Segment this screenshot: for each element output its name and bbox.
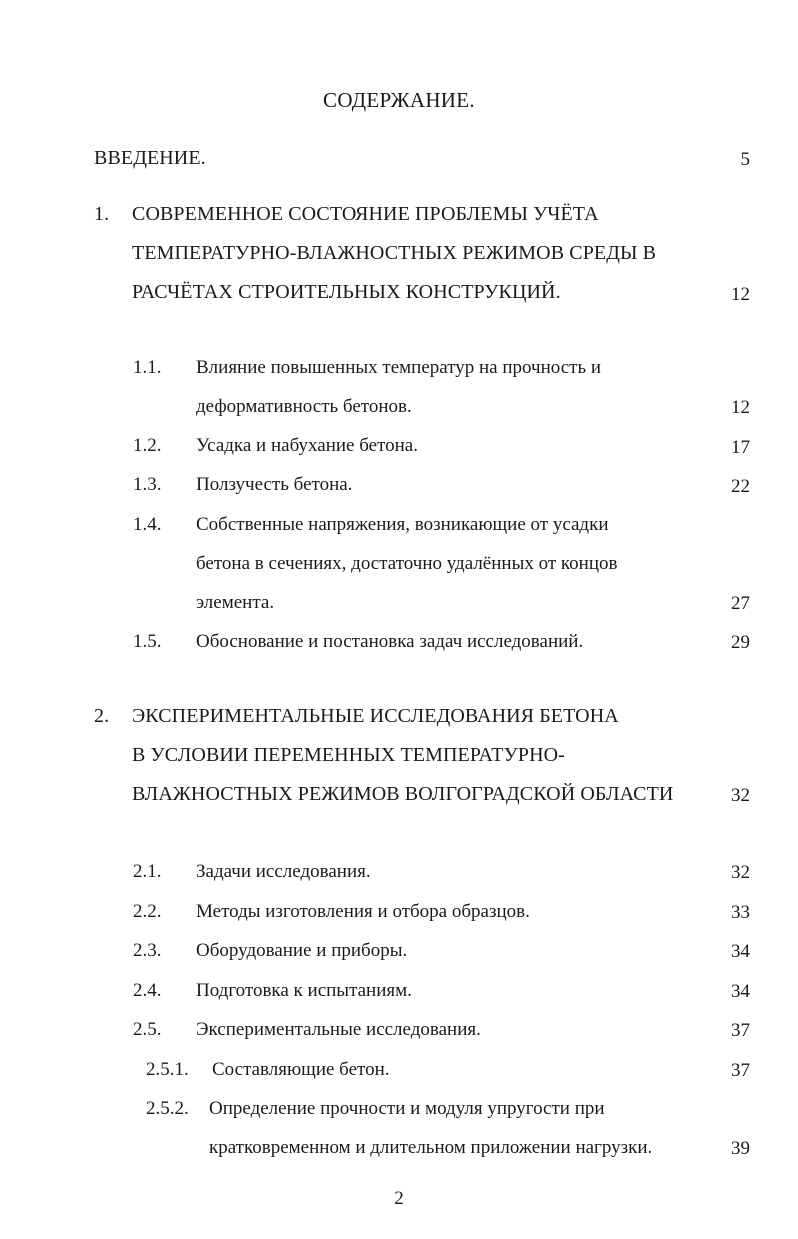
- section-2-2-page: 33: [731, 902, 750, 923]
- subsection-2-5-2-line-1: Определение прочности и модуля упругости при: [209, 1098, 605, 1119]
- section-2-5-line-1: Экспериментальные исследования.: [196, 1019, 481, 1040]
- section-1-4-line-1: Собственные напряжения, возникающие от усадки: [196, 514, 609, 535]
- section-2-5-number: 2.5.: [133, 1019, 162, 1040]
- section-1-5-page: 29: [731, 632, 750, 653]
- chapter2-title-line-2: В УСЛОВИИ ПЕРЕМЕННЫХ ТЕМПЕРАТУРНО-: [132, 744, 565, 766]
- section-1-3-page: 22: [731, 476, 750, 497]
- subsection-2-5-1-number: 2.5.1.: [146, 1059, 189, 1080]
- section-2-2-line-1: Методы изготовления и отбора образцов.: [196, 901, 530, 922]
- section-2-1-line-1: Задачи исследования.: [196, 861, 371, 882]
- section-2-3-page: 34: [731, 941, 750, 962]
- section-2-2-number: 2.2.: [133, 901, 162, 922]
- section-2-3-line-1: Оборудование и приборы.: [196, 940, 408, 961]
- chapter1-title-line-3: РАСЧЁТАХ СТРОИТЕЛЬНЫХ КОНСТРУКЦИЙ.: [132, 281, 561, 303]
- section-1-2-line-1: Усадка и набухание бетона.: [196, 435, 418, 456]
- subsection-2-5-2-page: 39: [731, 1138, 750, 1159]
- section-1-1-line-2: деформативность бетонов.: [196, 396, 412, 417]
- section-1-3-number: 1.3.: [133, 474, 162, 495]
- section-1-3-line-1: Ползучесть бетона.: [196, 474, 353, 495]
- section-1-4-line-3: элемента.: [196, 592, 275, 613]
- section-1-2-page: 17: [731, 437, 750, 458]
- section-2-3-number: 2.3.: [133, 940, 162, 961]
- chapter2-title-line-1: ЭКСПЕРИМЕНТАЛЬНЫЕ ИССЛЕДОВАНИЯ БЕТОНА: [132, 705, 619, 727]
- chapter2-title-line-3: ВЛАЖНОСТНЫХ РЕЖИМОВ ВОЛГОГРАДСКОЙ ОБЛАСТИ: [132, 783, 674, 805]
- subsection-2-5-2-number: 2.5.2.: [146, 1098, 189, 1119]
- section-1-5-line-1: Обоснование и постановка задач исследований.: [196, 631, 584, 652]
- page-title: СОДЕРЖАНИЕ.: [323, 88, 475, 112]
- subsection-2-5-2-line-2: кратковременном и длительном приложении нагрузки.: [209, 1137, 653, 1158]
- intro-label: ВВЕДЕНИЕ.: [94, 147, 206, 169]
- subsection-2-5-1-line-1: Составляющие бетон.: [212, 1059, 390, 1080]
- section-2-1-number: 2.1.: [133, 861, 162, 882]
- section-1-5-number: 1.5.: [133, 631, 162, 652]
- section-1-4-number: 1.4.: [133, 514, 162, 535]
- section-1-1-number: 1.1.: [133, 357, 162, 378]
- chapter2-number: 2.: [94, 705, 110, 727]
- section-1-4-line-2: бетона в сечениях, достаточно удалённых от концов: [196, 553, 618, 574]
- page-number: 2: [394, 1188, 404, 1209]
- section-1-2-number: 1.2.: [133, 435, 162, 456]
- section-2-4-page: 34: [731, 981, 750, 1002]
- section-2-5-page: 37: [731, 1020, 750, 1041]
- chapter1-title-line-2: ТЕМПЕРАТУРНО-ВЛАЖНОСТНЫХ РЕЖИМОВ СРЕДЫ В: [132, 242, 657, 264]
- section-2-1-page: 32: [731, 862, 750, 883]
- chapter1-title-line-1: СОВРЕМЕННОЕ СОСТОЯНИЕ ПРОБЛЕМЫ УЧЁТА: [132, 203, 599, 225]
- section-2-4-line-1: Подготовка к испытаниям.: [196, 980, 412, 1001]
- intro-page: 5: [740, 149, 750, 170]
- chapter2-page: 32: [731, 785, 750, 806]
- section-1-4-page: 27: [731, 593, 750, 614]
- section-2-4-number: 2.4.: [133, 980, 162, 1001]
- chapter1-number: 1.: [94, 203, 110, 225]
- section-1-1-line-1: Влияние повышенных температур на прочность и: [196, 357, 602, 378]
- chapter1-page: 12: [731, 284, 750, 305]
- section-1-1-page: 12: [731, 397, 750, 418]
- subsection-2-5-1-page: 37: [731, 1060, 750, 1081]
